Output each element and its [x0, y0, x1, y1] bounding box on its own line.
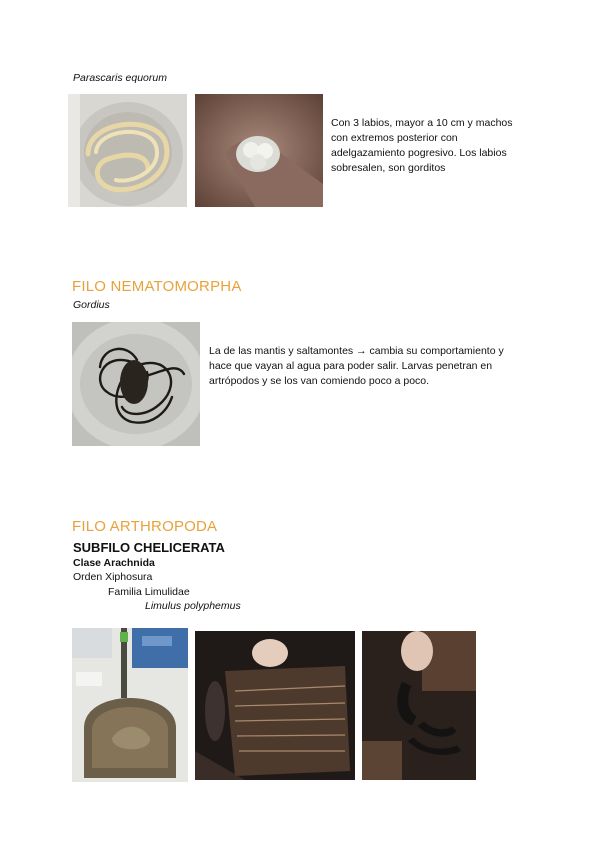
species-name: Parascaris equorum: [73, 72, 167, 84]
horseshoe-crab-gills-photo: [195, 631, 355, 780]
description-text: Con 3 labios, mayor a 10 cm y machos con extremos posterior con adelgazamiento pogresivo. Los labios sobresalen, son gorditos: [331, 117, 513, 174]
roundworm-lips-photo: [195, 94, 323, 207]
horseshoe-crab-photo: [72, 628, 188, 782]
clase-label: Clase Arachnida: [73, 557, 155, 569]
familia-label: Familia Limulidae: [108, 586, 190, 598]
description-text: La de las mantis y saltamontes → cambia su comportamiento y hace que vayan al agua para poder salir. Larvas penetran en artrópodos y se los van comiendo poco a poco.: [209, 345, 504, 387]
filo-heading: FILO NEMATOMORPHA: [72, 278, 242, 295]
subfilo-heading: SUBFILO CHELICERATA: [73, 540, 225, 555]
gordius-worm-photo: [72, 322, 200, 446]
species-name: Gordius: [73, 299, 110, 311]
species-name: Limulus polyphemus: [145, 600, 241, 612]
roundworm-coiled-photo: [68, 94, 187, 207]
horseshoe-crab-legs-photo: [362, 631, 476, 780]
filo-heading: FILO ARTHROPODA: [72, 518, 218, 535]
orden-label: Orden Xiphosura: [73, 571, 153, 583]
